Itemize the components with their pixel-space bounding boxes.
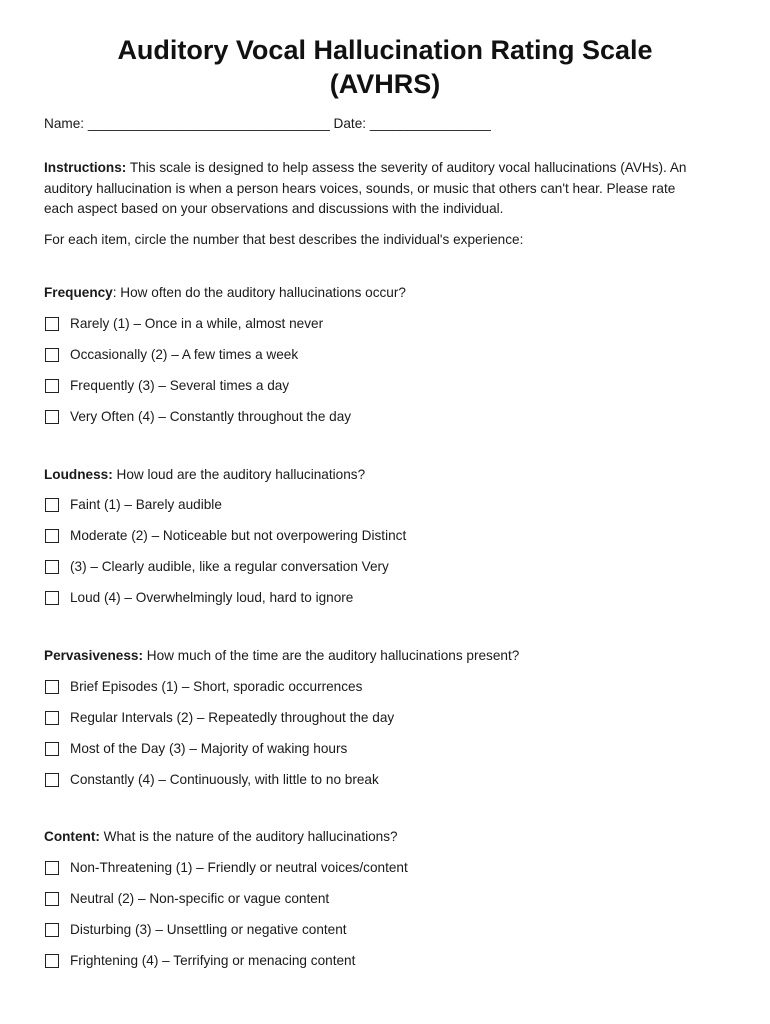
- instructions-paragraph: [44, 158, 704, 220]
- option-label: Rarely (1) – Once in a while, almost never: [70, 316, 324, 331]
- option-loudness-1[interactable]: [45, 495, 222, 515]
- section-heading: Content:: [44, 829, 100, 844]
- checkbox[interactable]: [45, 711, 59, 725]
- section-question: What is the nature of the auditory hallucinations?: [99, 829, 398, 844]
- checkbox[interactable]: [45, 773, 59, 787]
- section-content-question: [44, 827, 398, 847]
- checkbox[interactable]: [45, 861, 59, 875]
- option-label: Regular Intervals (2) – Repeatedly throughout the day: [70, 710, 395, 725]
- instructions-lead: Instructions:: [44, 160, 127, 175]
- option-pervasiveness-2[interactable]: [45, 708, 394, 728]
- option-loudness-4[interactable]: [45, 588, 353, 608]
- option-frequency-4[interactable]: [45, 407, 351, 427]
- page-title-line-1: Auditory Vocal Hallucination Rating Scale: [117, 35, 653, 65]
- checkbox[interactable]: [45, 498, 59, 512]
- checkbox[interactable]: [45, 348, 59, 362]
- option-content-2[interactable]: [45, 889, 329, 909]
- option-label: Occasionally (2) – A few times a week: [70, 347, 299, 362]
- section-question: : How often do the auditory hallucinations occur?: [112, 285, 406, 300]
- option-label: Very Often (4) – Constantly throughout the day: [70, 409, 352, 424]
- option-label: Most of the Day (3) – Majority of waking hours: [70, 741, 348, 756]
- option-frequency-3[interactable]: [45, 376, 289, 396]
- option-label: Loud (4) – Overwhelmingly loud, hard to ignore: [70, 590, 354, 605]
- name-date-line: [44, 114, 491, 135]
- option-pervasiveness-3[interactable]: [45, 739, 347, 759]
- circle-note: For each item, circle the number that best describes the individual's experience:: [44, 232, 524, 247]
- checkbox[interactable]: [45, 742, 59, 756]
- checkbox[interactable]: [45, 560, 59, 574]
- date-label: Date:: [333, 116, 367, 131]
- option-content-3[interactable]: [45, 920, 347, 940]
- section-frequency-question: [44, 283, 406, 303]
- option-label: Faint (1) – Barely audible: [70, 497, 222, 512]
- option-label: Brief Episodes (1) – Short, sporadic occurrences: [70, 679, 363, 694]
- name-field[interactable]: ________________________________: [87, 116, 330, 131]
- instructions-body: This scale is designed to help assess the severity of auditory vocal hallucinations (AVHs). An auditory hallucination is when a person hears voices, sounds, or music that others can't hear. Please rate each aspect based on your observations and discussions with the individual.: [44, 160, 687, 216]
- option-label: Frequently (3) – Several times a day: [70, 378, 290, 393]
- section-heading: Frequency: [44, 285, 113, 300]
- option-label: Constantly (4) – Continuously, with little to no break: [70, 772, 379, 787]
- checkbox[interactable]: [45, 591, 59, 605]
- option-pervasiveness-4[interactable]: [45, 770, 379, 790]
- checkbox[interactable]: [45, 410, 59, 424]
- option-label: Frightening (4) – Terrifying or menacing content: [70, 953, 356, 968]
- date-field[interactable]: ________________: [369, 116, 491, 131]
- checkbox[interactable]: [45, 529, 59, 543]
- option-pervasiveness-1[interactable]: [45, 677, 362, 697]
- section-question: How much of the time are the auditory hallucinations present?: [143, 648, 520, 663]
- option-label: (3) – Clearly audible, like a regular conversation Very: [70, 559, 389, 574]
- option-frequency-1[interactable]: [45, 314, 323, 334]
- checkbox[interactable]: [45, 379, 59, 393]
- checkbox[interactable]: [45, 317, 59, 331]
- option-content-4[interactable]: [45, 951, 355, 971]
- option-loudness-2[interactable]: [45, 526, 406, 546]
- section-pervasiveness-question: [44, 646, 519, 666]
- checkbox[interactable]: [45, 680, 59, 694]
- option-frequency-2[interactable]: [45, 345, 298, 365]
- option-content-1[interactable]: [45, 858, 408, 878]
- section-question: How loud are the auditory hallucinations?: [112, 467, 366, 482]
- checkbox[interactable]: [45, 954, 59, 968]
- option-label: Non-Threatening (1) – Friendly or neutral voices/content: [70, 860, 408, 875]
- option-label: Moderate (2) – Noticeable but not overpowering Distinct: [70, 528, 407, 543]
- section-heading: Pervasiveness:: [44, 648, 144, 663]
- option-label: Neutral (2) – Non-specific or vague content: [70, 891, 330, 906]
- page-title-line-2: (AVHRS): [329, 69, 441, 99]
- option-label: Disturbing (3) – Unsettling or negative content: [70, 922, 347, 937]
- section-loudness-question: [44, 465, 365, 485]
- name-label: Name:: [44, 116, 85, 131]
- section-heading: Loudness:: [44, 467, 113, 482]
- checkbox[interactable]: [45, 923, 59, 937]
- checkbox[interactable]: [45, 892, 59, 906]
- option-loudness-3[interactable]: [45, 557, 389, 577]
